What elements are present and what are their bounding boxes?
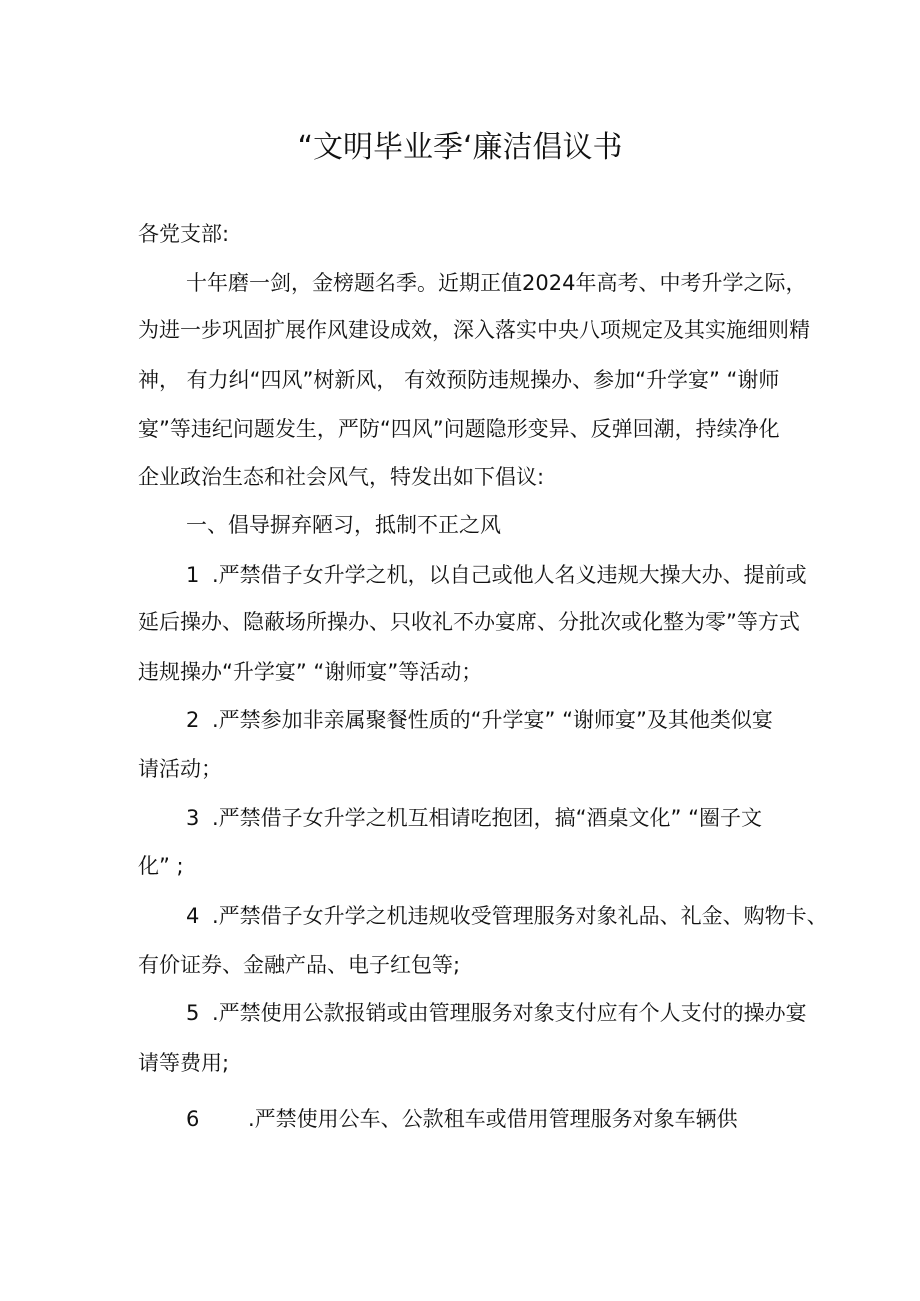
list-item [186, 998, 807, 1028]
salutation: 各党支部: [138, 222, 230, 246]
item-text: .严禁使用公车、公款租车或借用管理服务对象车辆供 [248, 1107, 738, 1131]
item-number: 3 [186, 806, 200, 830]
page-title: “文明毕业季‘廉洁倡议书 [297, 130, 623, 165]
list-item [186, 705, 773, 735]
intro-line: 企业政治生态和社会风气，特发出如下倡议: [138, 465, 545, 489]
item-text: .严禁借子女升学之机违规收受管理服务对象礼品、礼金、购物卡、 [212, 904, 828, 928]
item-number: 4 [186, 904, 200, 928]
list-item [186, 803, 762, 833]
list-item [186, 901, 828, 931]
item-number: 5 [186, 1001, 200, 1025]
item-number: 1 [186, 563, 200, 587]
section-heading: 一、倡导摒弃陋习，抵制不正之风 [186, 513, 501, 537]
item-text: .严禁参加非亲属聚餐性质的“升学宴” “谢师宴”及其他类似宴 [212, 708, 773, 732]
intro-line: 为进一步巩固扩展作风建设成效，深入落实中央八项规定及其实施细则精 [138, 318, 810, 342]
item-continuation: 请等费用; [138, 1051, 230, 1075]
item-text: .严禁使用公款报销或由管理服务对象支付应有个人支付的操办宴 [212, 1001, 807, 1025]
item-continuation: 化” ; [138, 854, 184, 878]
list-item [186, 560, 807, 590]
item-number: 2 [186, 708, 200, 732]
item-text: .严禁借子女升学之机，以自己或他人名义违规大操大办、提前或 [212, 563, 807, 587]
item-continuation: 请活动； [138, 757, 222, 781]
item-continuation: 有价证券、金融产品、电子红包等; [138, 953, 461, 977]
intro-line: 宴”等违纪问题发生，严防“四风”问题隐形变异、反弹回潮，持续净化 [138, 417, 780, 441]
intro-line: 十年磨一剑，金榜题名季。近期正值2024年高考、中考升学之际， [186, 271, 807, 295]
item-number: 6 [186, 1107, 200, 1131]
item-continuation: 违规操办“升学宴” “谢师宴”等活动； [138, 660, 483, 684]
item-continuation: 延后操办、隐蔽场所操办、只收礼不办宴席、分批次或化整为零”等方式 [138, 610, 800, 634]
intro-line: 神， 有力纠“四风”树新风， 有效预防违规操办、参加“升学宴” “谢师 [138, 368, 780, 392]
list-item [186, 1104, 738, 1134]
item-text: .严禁借子女升学之机互相请吃抱团，搞“酒桌文化” “圈子文 [212, 806, 762, 830]
